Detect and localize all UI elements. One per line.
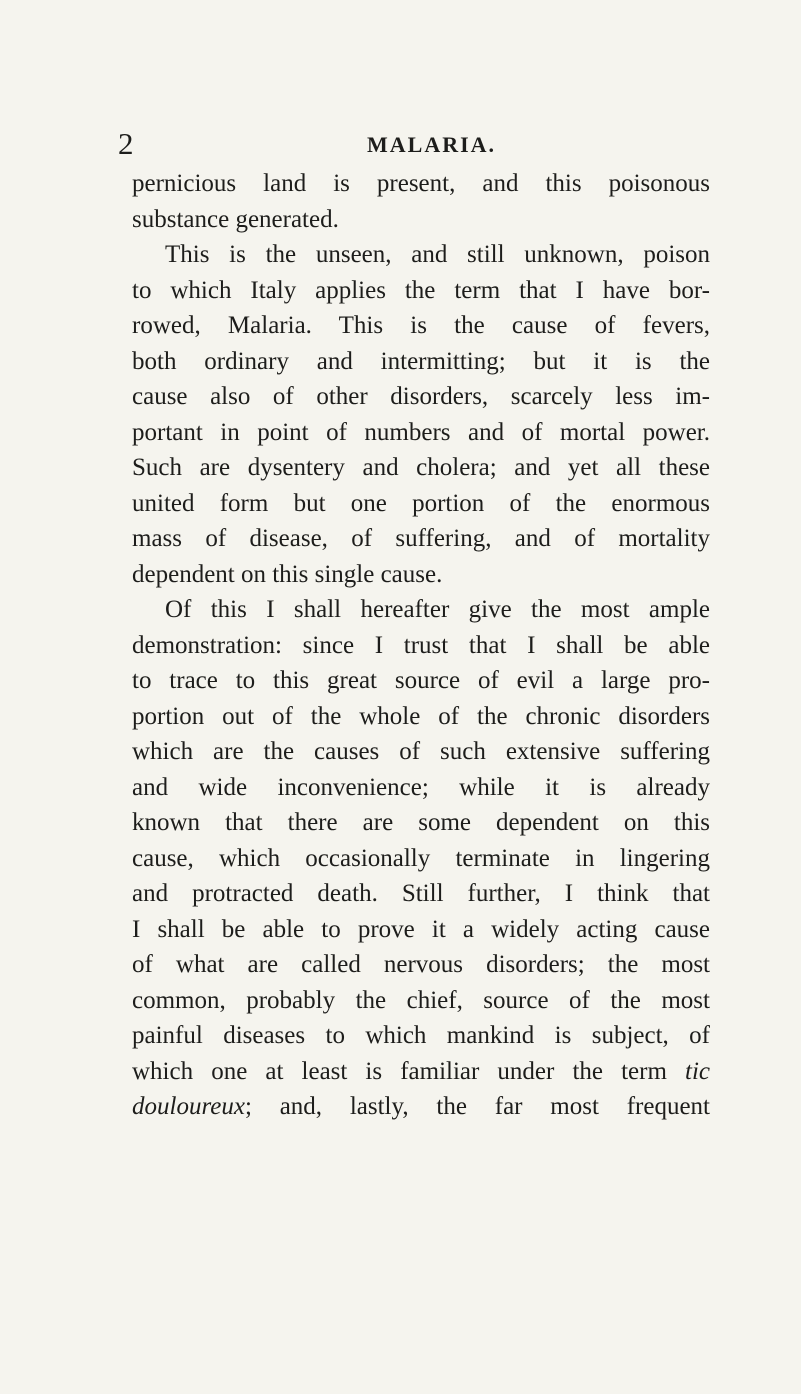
text-line: Such are dysentery and cholera; and yet all these: [132, 454, 710, 481]
page-number: 2: [118, 126, 134, 161]
text-line: [132, 1089, 710, 1125]
text-line: of what are called nervous disorders; the most: [132, 951, 710, 978]
text-fragment: which one at least is familiar under the term: [132, 1057, 667, 1085]
text-line: to trace to this great source of evil a large pro-: [132, 667, 710, 694]
italic-term: douloureux: [132, 1093, 245, 1120]
text-line: to which Italy applies the term that I have bor-: [132, 276, 710, 304]
text-line: which are the causes of such extensive suffering: [132, 738, 710, 765]
text-line: [132, 1054, 710, 1090]
text-line: portant in point of numbers and of mortal power.: [132, 418, 710, 446]
text-line: cause also of other disorders, scarcely less im-: [132, 383, 710, 410]
text-line: cause, which occasionally terminate in lingering: [132, 844, 710, 872]
italic-term: tic: [685, 1057, 711, 1085]
text-line: known that there are some dependent on this: [132, 809, 710, 836]
text-line: This is the unseen, and still unknown, poison: [165, 241, 710, 268]
text-line: rowed, Malaria. This is the cause of fevers,: [132, 312, 710, 339]
text-line: painful diseases to which mankind is subject, of: [132, 1022, 710, 1049]
text-line: dependent on this single cause.: [132, 560, 443, 588]
text-line: portion out of the whole of the chronic disorders: [132, 702, 710, 730]
text-line: mass of disease, of suffering, and of mortality: [132, 525, 710, 552]
page-header: [118, 124, 718, 164]
text-line: common, probably the chief, source of the most: [132, 986, 710, 1014]
running-head: MALARIA.: [367, 132, 497, 157]
text-line: I shall be able to prove it a widely acting cause: [132, 915, 710, 943]
text-line: united form but one portion of the enormous: [132, 489, 710, 517]
text-line: demonstration: since I trust that I shall be able: [132, 631, 710, 659]
text-line: substance generated.: [132, 205, 339, 233]
text-line: Of this I shall hereafter give the most ample: [165, 596, 710, 623]
text-line: and wide inconvenience; while it is already: [132, 773, 710, 801]
text-line: pernicious land is present, and this poisonous: [132, 170, 710, 197]
text-line: and protracted death. Still further, I think that: [132, 880, 710, 907]
text-fragment: ; and, lastly, the far most frequent: [244, 1093, 710, 1120]
text-line: both ordinary and intermitting; but it is the: [132, 347, 710, 375]
body-text: [132, 166, 710, 1125]
text-fragment: [667, 1058, 685, 1085]
